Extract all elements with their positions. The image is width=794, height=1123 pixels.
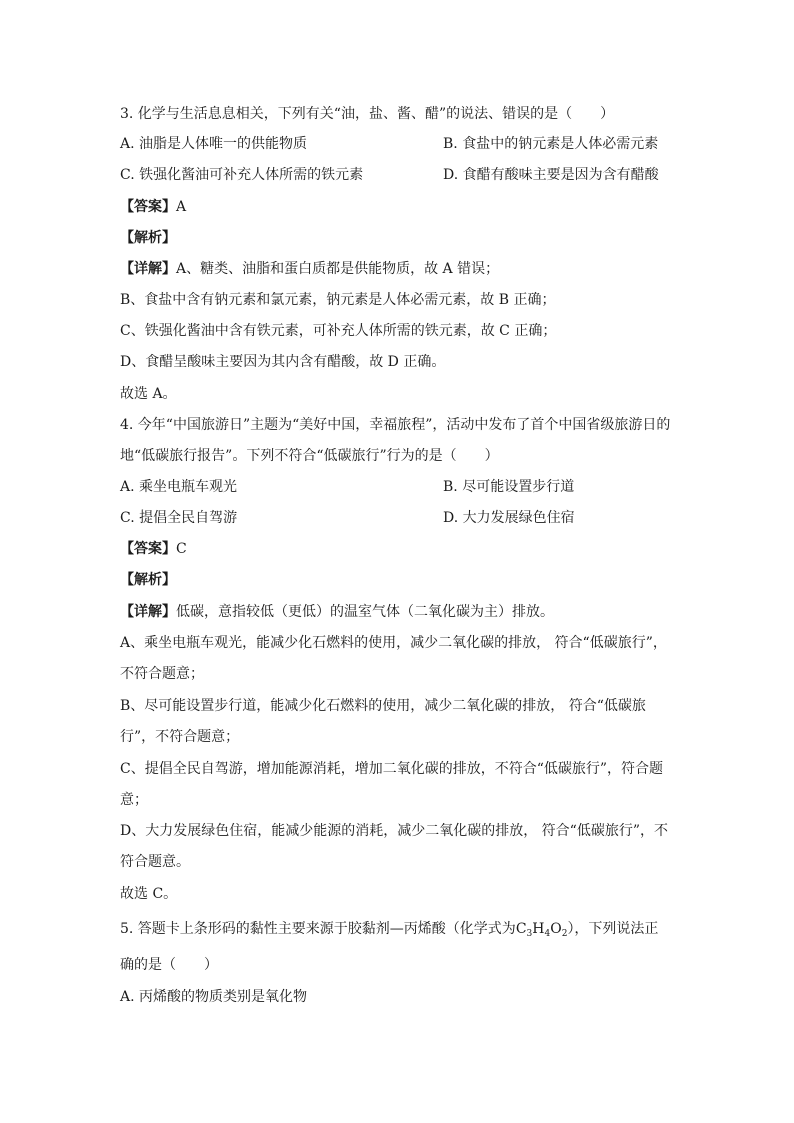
- q4-detail-line: 不符合题意；: [120, 666, 204, 682]
- q5-stem-line: 5. 答题卡上条形码的黏性主要来源于胶黏剂—丙烯酸（化学式为$C_3H_4O_2$），下列说法正: [120, 921, 659, 939]
- answer-tag: 【答案】: [120, 199, 176, 215]
- q4-stem-line: 4. 今年“中国旅游日”主题为“美好中国，幸福旅程”，活动中发布了首个中国省级旅游日的: [120, 417, 671, 433]
- q4-detail-first: 【详解】低碳，意指较低（更低）的温室气体（二氧化碳为主）排放。: [120, 604, 554, 620]
- q4-detail-line: A、乘坐电瓶车观光，能减少化石燃料的使用，减少二氧化碳的排放， 符合“低碳旅行”，: [120, 635, 667, 651]
- q3-detail-line: C、铁强化酱油中含有铁元素，可补充人体所需的铁元素，故 C 正确；: [120, 323, 557, 339]
- q5-option-a: A. 丙烯酸的物质类别是氧化物: [120, 989, 308, 1005]
- q3-detail-line: B、食盐中含有钠元素和氯元素，钠元素是人体必需元素，故 B 正确；: [120, 292, 556, 308]
- q3-detail-line: D、食醋呈酸味主要因为其内含有醋酸，故 D 正确。: [120, 354, 446, 370]
- q4-option-c: C. 提倡全民自驾游: [120, 510, 238, 526]
- q3-option-c: C. 铁强化酱油可补充人体所需的铁元素: [120, 167, 364, 183]
- q4-option-d: D. 大力发展绿色住宿: [443, 510, 575, 526]
- chemical-formula: $C_3H_4O_2$: [515, 921, 568, 939]
- detail-tag: 【详解】: [120, 261, 176, 277]
- q3-option-a: A. 油脂是人体唯一的供能物质: [120, 136, 308, 152]
- detail-tag: 【详解】: [120, 604, 176, 620]
- q4-detail-line: B、尽可能设置步行道，能减少化石燃料的使用，减少二氧化碳的排放， 符合“低碳旅: [120, 698, 646, 714]
- q4-detail-line: D、大力发展绿色住宿，能减少能源的消耗，减少二氧化碳的排放， 符合“低碳旅行”，不: [120, 823, 668, 839]
- q4-detail-line: 行”，不符合题意；: [120, 729, 240, 745]
- q3-answer: [120, 198, 676, 216]
- q3-detail-first: 【详解】A、糖类、油脂和蛋白质都是供能物质，故 A 错误；: [120, 261, 500, 277]
- q4-option-b: B. 尽可能设置步行道: [443, 479, 575, 495]
- q3-analysis-tag: 【解析】: [120, 230, 176, 246]
- q4-answer: [120, 540, 676, 558]
- q4-analysis-tag: 【解析】: [120, 572, 176, 588]
- q4-detail-line: C、提倡全民自驾游，增加能源消耗，增加二氧化碳的排放，不符合“低碳旅行”，符合题: [120, 761, 664, 777]
- q4-detail-line: 符合题意。: [120, 854, 190, 870]
- q4-option-a: A. 乘坐电瓶车观光: [120, 479, 238, 495]
- q4-conclusion: 故选 C。: [120, 886, 178, 902]
- q4-stem-line: 地“低碳旅行报告”。下列不符合“低碳旅行”行为的是（ ）: [120, 448, 499, 464]
- q3-stem: 3. 化学与生活息息相关，下列有关“油，盐、酱、醋”的说法、错误的是（ ）: [120, 106, 615, 122]
- q3-option-b: B. 食盐中的钠元素是人体必需元素: [443, 136, 659, 152]
- q5-stem-line: 确的是（ ）: [120, 957, 218, 973]
- q3-option-d: D. 食醋有酸味主要是因为含有醋酸: [443, 167, 659, 183]
- answer-value: C: [176, 541, 187, 557]
- answer-value: A: [176, 199, 187, 215]
- answer-tag: 【答案】: [120, 541, 176, 557]
- q4-detail-line: 意；: [120, 792, 148, 808]
- q3-conclusion: 故选 A。: [120, 386, 177, 402]
